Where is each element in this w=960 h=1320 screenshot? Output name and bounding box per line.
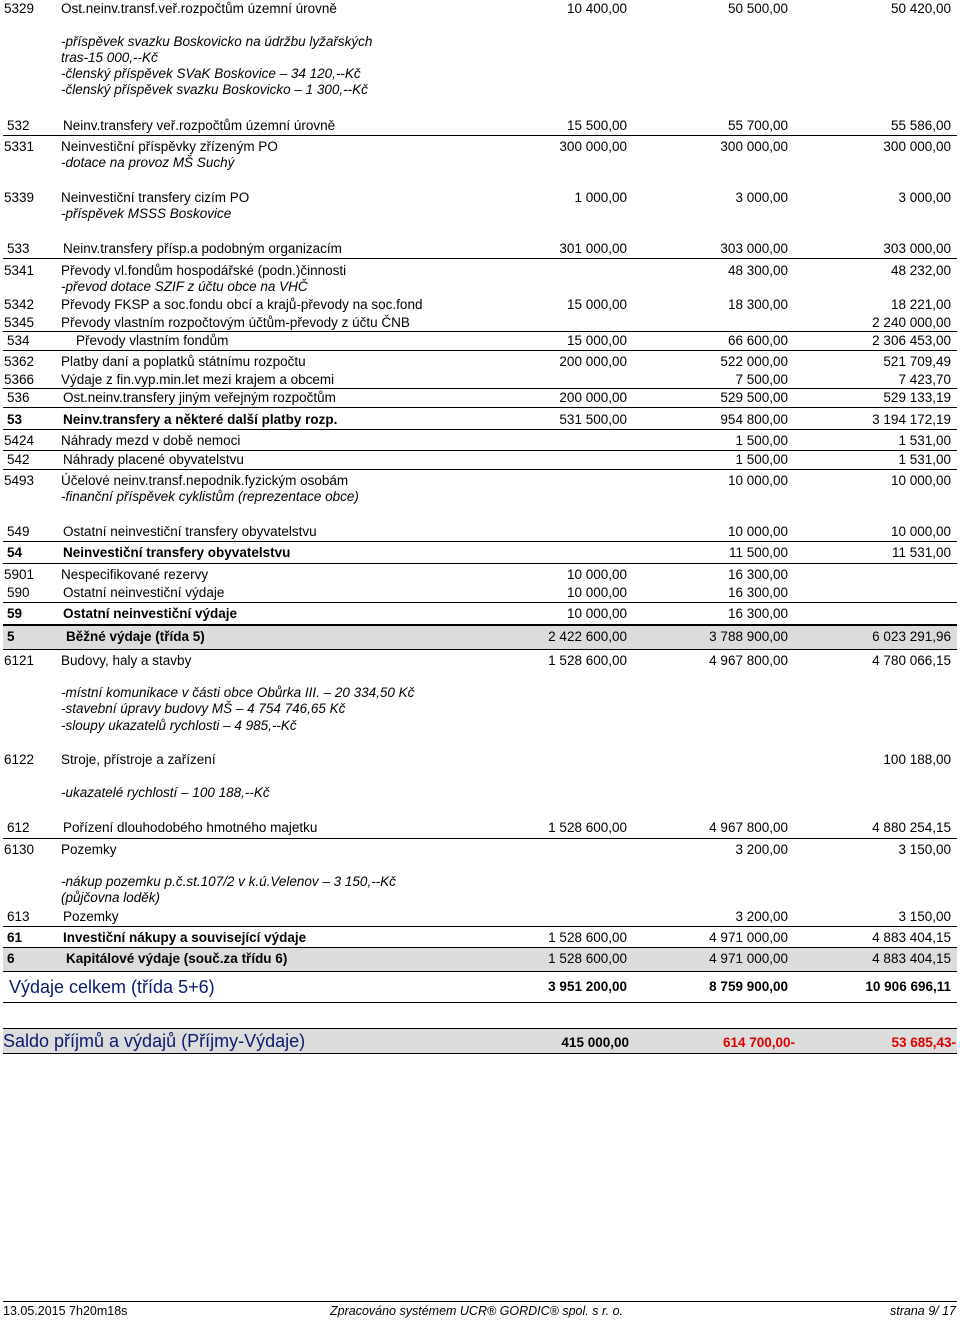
row-adjusted: 4 967 800,00 xyxy=(709,820,788,835)
row-divider xyxy=(3,563,957,564)
row-desc: Neinv.transfery přísp.a podobným organizacím xyxy=(63,241,342,256)
row-actual: 48 232,00 xyxy=(890,263,951,278)
table-row xyxy=(0,0,960,18)
saldo-budget: 415 000,00 xyxy=(561,1035,629,1050)
row-adjusted: 4 971 000,00 xyxy=(709,930,788,945)
row-budget: 15 000,00 xyxy=(566,333,627,348)
row-actual: 6 023 291,96 xyxy=(872,629,951,644)
row-divider xyxy=(3,1002,957,1003)
row-adjusted: 522 000,00 xyxy=(720,354,788,369)
row-desc: Účelové neinv.transf.nepodnik.fyzickým osobám xyxy=(61,473,349,488)
row-budget: 200 000,00 xyxy=(559,354,627,369)
grand-total-actual: 10 906 696,11 xyxy=(865,979,951,994)
row-code: 5341 xyxy=(4,263,35,278)
row-note: -sloupy ukazatelů rychlosti – 4 985,--Kč xyxy=(61,718,297,733)
row-desc: Ost.neinv.transfery jiným veřejným rozpočtům xyxy=(63,390,336,405)
row-budget: 1 528 600,00 xyxy=(548,653,627,668)
row-adjusted: 50 500,00 xyxy=(727,1,788,16)
table-row xyxy=(0,353,960,371)
row-code: 53 xyxy=(7,412,23,427)
row-desc: Stroje, přístroje a zařízení xyxy=(61,752,216,767)
row-code: 5329 xyxy=(4,1,35,16)
row-code: 6 xyxy=(7,951,15,966)
row-adjusted: 1 500,00 xyxy=(735,452,788,467)
row-note: -místní komunikace v části obce Obůrka III. – 20 334,50 Kč xyxy=(61,685,415,700)
footer-divider xyxy=(3,1301,957,1302)
row-note: -ukazatelé rychlostí – 100 188,--Kč xyxy=(61,785,270,800)
row-code: 533 xyxy=(7,241,30,256)
row-actual: 300 000,00 xyxy=(883,139,951,154)
row-code: 549 xyxy=(7,524,30,539)
row-budget: 1 528 600,00 xyxy=(548,951,627,966)
row-budget: 200 000,00 xyxy=(559,390,627,405)
row-budget: 300 000,00 xyxy=(559,139,627,154)
row-desc: Neinvestiční transfery obyvatelstvu xyxy=(63,545,291,560)
row-actual: 3 194 172,19 xyxy=(872,412,951,427)
row-actual: 50 420,00 xyxy=(890,1,951,16)
table-row xyxy=(0,262,960,280)
row-actual: 18 221,00 xyxy=(890,297,951,312)
row-desc: Běžné výdaje (třída 5) xyxy=(66,629,205,644)
row-code: 6130 xyxy=(4,842,35,857)
row-adjusted: 10 000,00 xyxy=(727,524,788,539)
grand-total-label: Výdaje celkem (třída 5+6) xyxy=(9,977,215,997)
row-actual: 11 531,00 xyxy=(891,545,951,560)
row-code: 61 xyxy=(7,930,23,945)
table-row xyxy=(0,628,960,646)
row-desc: Kapitálové výdaje (souč.za třídu 6) xyxy=(66,951,288,966)
row-note: -dotace na provoz MŠ Suchý xyxy=(61,155,235,170)
row-note: -převod dotace SZIF z účtu obce na VHČ xyxy=(61,279,308,294)
row-actual: 521 709,49 xyxy=(883,354,951,369)
row-code: 59 xyxy=(7,606,23,621)
row-code: 612 xyxy=(7,820,30,835)
row-adjusted: 4 971 000,00 xyxy=(709,951,788,966)
table-row xyxy=(0,523,960,541)
row-divider xyxy=(3,258,957,259)
row-budget: 1 528 600,00 xyxy=(548,820,627,835)
row-code: 5901 xyxy=(4,567,35,582)
row-code: 54 xyxy=(7,545,23,560)
row-desc: Investiční nákupy a související výdaje xyxy=(63,930,307,945)
footer-page: strana 9/ 17 xyxy=(889,1304,956,1318)
row-divider xyxy=(3,602,957,603)
row-desc: Neinv.transfery veř.rozpočtům územní úrovně xyxy=(63,118,336,133)
row-desc: Platby daní a poplatků státnímu rozpočtu xyxy=(61,354,306,369)
row-adjusted: 11 500,00 xyxy=(728,545,788,560)
row-code: 5424 xyxy=(4,433,35,448)
row-code: 6121 xyxy=(4,653,35,668)
grand-total-row xyxy=(0,975,960,999)
row-divider xyxy=(3,469,957,470)
row-desc: Nespecifikované rezervy xyxy=(61,567,209,582)
row-actual: 1 531,00 xyxy=(898,433,951,448)
row-desc: Převody vl.fondům hospodářské (podn.)činnosti xyxy=(61,263,347,278)
row-actual: 2 306 453,00 xyxy=(872,333,951,348)
table-row xyxy=(0,819,960,837)
row-adjusted: 3 200,00 xyxy=(735,842,788,857)
row-note: -příspěvek MSSS Boskovice xyxy=(61,206,232,221)
row-actual: 303 000,00 xyxy=(883,241,951,256)
row-note: -příspěvek svazku Boskovicko na údržbu lyžařských xyxy=(61,34,373,49)
row-note: tras-15 000,--Kč xyxy=(61,50,158,65)
row-desc: Neinv.transfery a některé další platby rozp. xyxy=(63,412,338,427)
row-code: 5339 xyxy=(4,190,35,205)
row-note: -nákup pozemku p.č.st.107/2 v k.ú.Velenov – 3 150,--Kč xyxy=(61,874,396,889)
row-budget: 10 000,00 xyxy=(566,567,627,582)
row-adjusted: 16 300,00 xyxy=(727,585,788,600)
row-budget: 15 500,00 xyxy=(566,118,627,133)
row-actual: 4 883 404,15 xyxy=(872,930,951,945)
row-budget: 1 000,00 xyxy=(574,190,627,205)
row-divider xyxy=(3,135,957,136)
row-actual: 10 000,00 xyxy=(890,473,951,488)
row-actual: 529 133,19 xyxy=(883,390,951,405)
row-desc: Převody vlastním fondům xyxy=(76,333,229,348)
row-desc: Neinvestiční příspěvky zřízeným PO xyxy=(61,139,278,154)
row-code: 5362 xyxy=(4,354,35,369)
row-actual: 4 883 404,15 xyxy=(872,951,951,966)
row-actual: 7 423,70 xyxy=(898,372,951,387)
saldo-actual: 53 685,43- xyxy=(891,1035,956,1050)
row-budget: 10 000,00 xyxy=(566,585,627,600)
row-desc: Ostatní neinvestiční výdaje xyxy=(63,585,225,600)
row-code: 536 xyxy=(7,390,30,405)
row-adjusted: 10 000,00 xyxy=(727,473,788,488)
row-code: 5342 xyxy=(4,297,35,312)
row-actual: 100 188,00 xyxy=(883,752,951,767)
table-row xyxy=(0,240,960,258)
table-row xyxy=(0,950,960,968)
grand-total-adjusted: 8 759 900,00 xyxy=(709,979,788,994)
row-adjusted: 954 800,00 xyxy=(720,412,788,427)
table-row xyxy=(0,189,960,207)
table-row xyxy=(0,841,960,859)
row-desc: Ostatní neinvestiční transfery obyvatelstvu xyxy=(63,524,317,539)
row-desc: Pozemky xyxy=(63,909,119,924)
row-adjusted: 3 000,00 xyxy=(735,190,788,205)
row-actual: 1 531,00 xyxy=(898,452,951,467)
saldo-adjusted: 614 700,00- xyxy=(722,1035,795,1050)
row-code: 5 xyxy=(7,629,15,644)
table-row xyxy=(0,751,960,769)
row-divider xyxy=(3,350,957,351)
footer-date: 13.05.2015 7h20m18s xyxy=(3,1304,128,1318)
row-adjusted: 4 967 800,00 xyxy=(709,653,788,668)
row-divider xyxy=(3,407,957,408)
table-row xyxy=(0,929,960,947)
row-budget: 2 422 600,00 xyxy=(548,629,627,644)
row-adjusted: 16 300,00 xyxy=(727,606,788,621)
row-desc: Neinvestiční transfery cizím PO xyxy=(61,190,250,205)
row-note: -stavební úpravy budovy MŠ – 4 754 746,65 Kč xyxy=(61,701,346,716)
row-desc: Převody vlastním rozpočtovým účtům-převody z účtu ČNB xyxy=(61,315,410,330)
table-row xyxy=(0,314,960,332)
table-row xyxy=(0,652,960,670)
table-row xyxy=(0,332,960,350)
row-code: 5331 xyxy=(4,139,35,154)
row-actual: 3 150,00 xyxy=(898,842,951,857)
table-row xyxy=(0,117,960,135)
row-desc: Náhrady mezd v době nemoci xyxy=(61,433,241,448)
row-adjusted: 66 600,00 xyxy=(727,333,788,348)
row-adjusted: 303 000,00 xyxy=(720,241,788,256)
table-row xyxy=(0,908,960,926)
row-budget: 15 000,00 xyxy=(566,297,627,312)
row-budget: 1 528 600,00 xyxy=(548,930,627,945)
row-desc: Náhrady placené obyvatelstvu xyxy=(63,452,244,467)
row-code: 542 xyxy=(7,452,30,467)
row-actual: 2 240 000,00 xyxy=(872,315,951,330)
row-code: 613 xyxy=(7,909,30,924)
table-row xyxy=(0,584,960,602)
row-note: -členský příspěvek SVaK Boskovice – 34 120,--Kč xyxy=(61,66,361,81)
table-row xyxy=(0,451,960,469)
row-adjusted: 300 000,00 xyxy=(720,139,788,154)
row-code: 5345 xyxy=(4,315,35,330)
table-row xyxy=(0,296,960,314)
row-adjusted: 1 500,00 xyxy=(735,433,788,448)
row-code: 532 xyxy=(7,118,30,133)
row-actual: 3 000,00 xyxy=(898,190,951,205)
row-code: 6122 xyxy=(4,752,35,767)
table-row xyxy=(0,371,960,389)
row-actual: 55 586,00 xyxy=(890,118,951,133)
saldo-label: Saldo příjmů a výdajů (Příjmy-Výdaje) xyxy=(3,1031,306,1051)
table-row xyxy=(0,544,960,562)
row-desc: Budovy, haly a stavby xyxy=(61,653,192,668)
row-adjusted: 55 700,00 xyxy=(727,118,788,133)
row-note: -členský příspěvek svazku Boskovicko – 1 300,--Kč xyxy=(61,82,368,97)
row-adjusted: 529 500,00 xyxy=(720,390,788,405)
row-actual: 4 780 066,15 xyxy=(872,653,951,668)
table-row xyxy=(0,432,960,450)
row-code: 5493 xyxy=(4,473,35,488)
table-row xyxy=(0,472,960,490)
table-row xyxy=(0,566,960,584)
row-desc: Pořízení dlouhodobého hmotného majetku xyxy=(63,820,318,835)
row-code: 590 xyxy=(7,585,30,600)
row-divider xyxy=(3,838,957,839)
row-divider xyxy=(3,541,957,542)
row-divider xyxy=(3,926,957,927)
row-adjusted: 3 788 900,00 xyxy=(709,629,788,644)
grand-total-budget: 3 951 200,00 xyxy=(548,979,627,994)
row-code: 534 xyxy=(7,333,30,348)
row-budget: 301 000,00 xyxy=(559,241,627,256)
row-budget: 10 000,00 xyxy=(566,606,627,621)
row-desc: Převody FKSP a soc.fondu obcí a krajů-převody na soc.fond xyxy=(61,297,423,312)
row-desc: Ost.neinv.transf.veř.rozpočtům územní úrovně xyxy=(61,1,337,16)
row-adjusted: 18 300,00 xyxy=(727,297,788,312)
row-budget: 10 400,00 xyxy=(566,1,627,16)
row-desc: Pozemky xyxy=(61,842,117,857)
row-note: (půjčovna loděk) xyxy=(61,890,161,905)
row-note: -finanční příspěvek cyklistům (reprezentace obce) xyxy=(61,489,359,504)
row-desc: Výdaje z fin.vyp.min.let mezi krajem a obcemi xyxy=(61,372,335,387)
row-adjusted: 7 500,00 xyxy=(735,372,788,387)
row-adjusted: 3 200,00 xyxy=(735,909,788,924)
row-adjusted: 48 300,00 xyxy=(727,263,788,278)
row-adjusted: 16 300,00 xyxy=(727,567,788,582)
row-desc: Ostatní neinvestiční výdaje xyxy=(63,606,238,621)
table-row xyxy=(0,605,960,623)
row-actual: 3 150,00 xyxy=(898,909,951,924)
row-code: 5366 xyxy=(4,372,35,387)
saldo-row xyxy=(0,1029,960,1053)
table-row xyxy=(0,389,960,407)
table-row xyxy=(0,411,960,429)
row-budget: 531 500,00 xyxy=(559,412,627,427)
table-row xyxy=(0,138,960,156)
row-actual: 4 880 254,15 xyxy=(872,820,951,835)
row-actual: 10 000,00 xyxy=(890,524,951,539)
footer-system: Zpracováno systémem UCR® GORDIC® spol. s r. o. xyxy=(330,1304,624,1318)
row-divider xyxy=(3,429,957,430)
